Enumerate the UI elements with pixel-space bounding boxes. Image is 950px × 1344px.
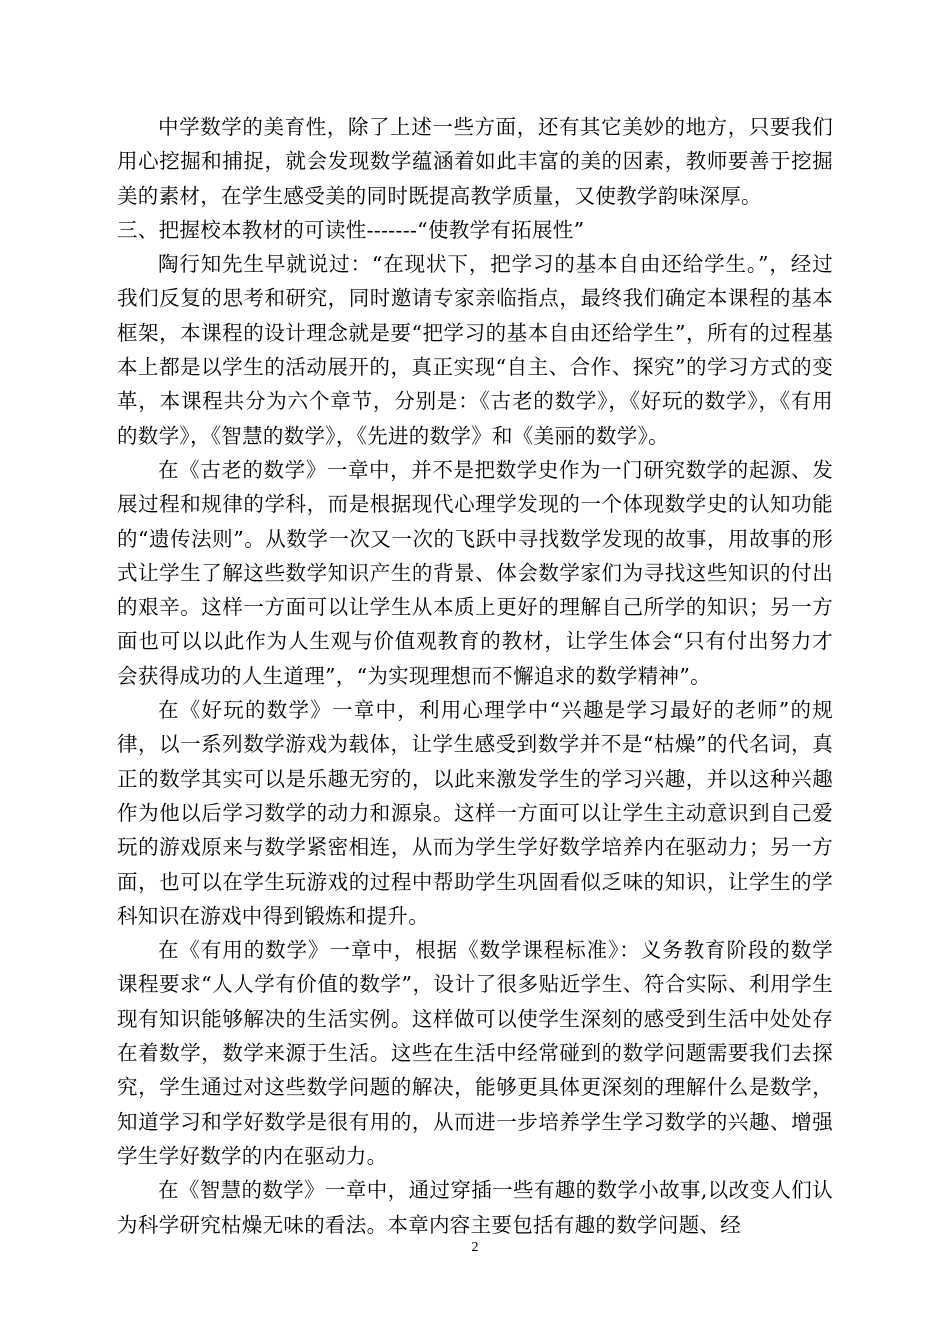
paragraph-useful-math: 在《有用的数学》一章中，根据《数学课程标准》：义务教育阶段的数学课程要求“人人学有价值的数学”，设计了很多贴近学生、符合实际、利用学生现有知识能够解决的生活实例。这样做可以使学生深刻的感受到生活中处处存在着数学，数学来源于生活。这些在生活中经常碰到的数学问题需要我们去探究，学生通过对这些数学问题的解决，能够更具体更深刻的理解什么是数学，知道学习和学好数学是很有用的，从而进一步培养学生学习数学的兴趣、增强学生学好数学的内在驱动力。 [117, 938, 833, 1168]
page-number: 2 [471, 1240, 479, 1255]
paragraph-ancient-math: 在《古老的数学》一章中，并不是把数学史作为一门研究数学的起源、发展过程和规律的学科，而是根据现代心理学发现的一个体现数学史的认知功能的“遗传法则”。从数学一次又一次的飞跃中寻找数学发现的故事，用故事的形式让学生了解这些数学知识产生的背景、体会数学家们为寻找这些知识的付出的艰辛。这样一方面可以让学生从本质上更好的理解自己所学的知识；另一方面也可以以此作为人生观与价值观教育的教材，让学生体会“只有付出努力才会获得成功的人生道理”，“为实现理想而不懈追求的数学精神”。 [117, 457, 833, 688]
page-body [117, 110, 833, 1242]
paragraph-fun-math: 在《好玩的数学》一章中，利用心理学中“兴趣是学习最好的老师”的规律，以一系列数学游戏为载体，让学生感受到数学并不是“枯燥”的代名词，真正的数学其实可以是乐趣无穷的，以此来激发学生的学习兴趣，并以这种兴趣作为他以后学习数学的动力和源泉。这样一方面可以让学生主动意识到自己爱玩的游戏原来与数学紧密相连，从而为学生学好数学培养内在驱动力；另一方面，也可以在学生玩游戏的过程中帮助学生巩固看似乏味的知识，让学生的学科知识在游戏中得到锻炼和提升。 [117, 698, 833, 928]
paragraph-course-framework: 陶行知先生早就说过：“在现状下，把学习的基本自由还给学生。”，经过我们反复的思考和研究，同时邀请专家亲临指点，最终我们确定本课程的基本框架，本课程的设计理念就是要“把学习的基本自由还给学生”，所有的过程基本上都是以学生的活动展开的，真正实现“自主、合作、探究”的学习方式的变革，本课程共分为六个章节，分别是：《古老的数学》，《好玩的数学》，《有用的数学》，《智慧的数学》，《先进的数学》和《美丽的数学》。 [117, 252, 833, 448]
section-heading: 三、把握校本教材的可读性-------“使教学有拓展性” [117, 217, 585, 242]
paragraph-aesthetic-education: 中学数学的美育性，除了上述一些方面，还有其它美妙的地方，只要我们用心挖掘和捕捉，就会发现数学蕴涵着如此丰富的美的因素，教师要善于挖掘美的素材，在学生感受美的同时既提高教学质量，又使教学韵味深厚。 [117, 115, 833, 208]
paragraph-wise-math: 在《智慧的数学》一章中，通过穿插一些有趣的数学小故事,以改变人们认为科学研究枯燥无味的看法。本章内容主要包括有趣的数学问题、经 [117, 1178, 833, 1237]
